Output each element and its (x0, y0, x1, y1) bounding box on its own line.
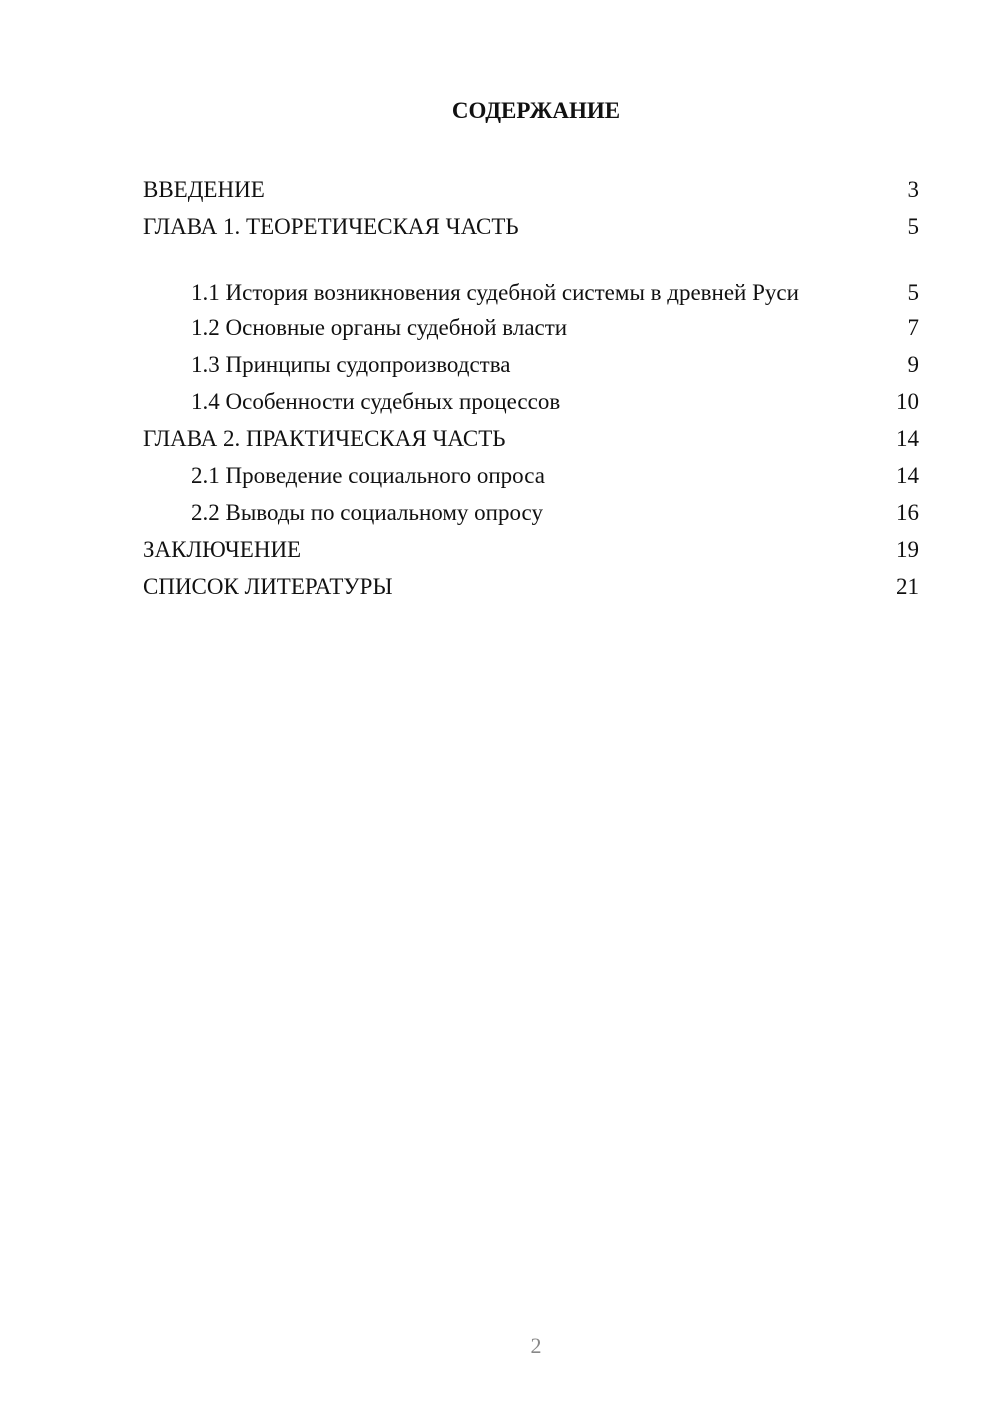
toc-title-container (400, 96, 672, 126)
toc-entry-page: 5 (907, 214, 919, 239)
toc-entry-page: 9 (907, 352, 919, 377)
toc-entry-page: 7 (907, 315, 919, 340)
toc-entry-page: 10 (896, 389, 919, 414)
toc-entry-label: 1.1 История возникновения судебной системы в древней Руси (191, 280, 799, 305)
toc-entry-label: ВВЕДЕНИЕ (143, 177, 265, 202)
toc-entry-section-2-1[interactable] (143, 454, 919, 491)
toc-entry-chapter-2[interactable] (143, 417, 919, 454)
toc-entry-chapter-1[interactable] (143, 205, 919, 242)
toc-title: СОДЕРЖАНИЕ (451, 98, 621, 123)
toc-entry-label: 1.3 Принципы судопроизводства (191, 352, 511, 377)
toc-entry-page: 19 (896, 537, 919, 562)
toc-entry-label: 2.1 Проведение социального опроса (191, 463, 545, 488)
toc-entry-section-1-2[interactable] (143, 306, 919, 343)
toc-entry-introduction[interactable] (143, 168, 919, 205)
toc-entry-label: СПИСОК ЛИТЕРАТУРЫ (143, 574, 393, 599)
toc-entry-page: 3 (907, 177, 919, 202)
toc-entry-label: 2.2 Выводы по социальному опросу (191, 500, 543, 525)
toc-entry-section-1-4[interactable] (143, 380, 919, 417)
table-of-contents (143, 168, 919, 602)
toc-entry-section-1-1[interactable] (143, 242, 919, 306)
toc-entry-label: 1.4 Особенности судебных процессов (191, 389, 561, 414)
toc-entry-conclusion[interactable] (143, 528, 919, 565)
toc-entry-page: 16 (896, 500, 919, 525)
toc-entry-page: 14 (896, 463, 919, 488)
toc-entry-label: ЗАКЛЮЧЕНИЕ (143, 537, 302, 562)
toc-entry-label: 1.2 Основные органы судебной власти (191, 315, 568, 340)
toc-entry-page: 14 (896, 426, 919, 451)
toc-entry-label: ГЛАВА 2. ПРАКТИЧЕСКАЯ ЧАСТЬ (143, 426, 506, 451)
toc-entry-page: 5 (907, 280, 919, 305)
toc-entry-bibliography[interactable] (143, 565, 919, 602)
page-number: 2 (530, 1333, 542, 1358)
toc-entry-page: 21 (896, 574, 919, 599)
toc-entry-section-1-3[interactable] (143, 343, 919, 380)
toc-entry-section-2-2[interactable] (143, 491, 919, 528)
toc-entry-label: ГЛАВА 1. ТЕОРЕТИЧЕСКАЯ ЧАСТЬ (143, 214, 519, 239)
